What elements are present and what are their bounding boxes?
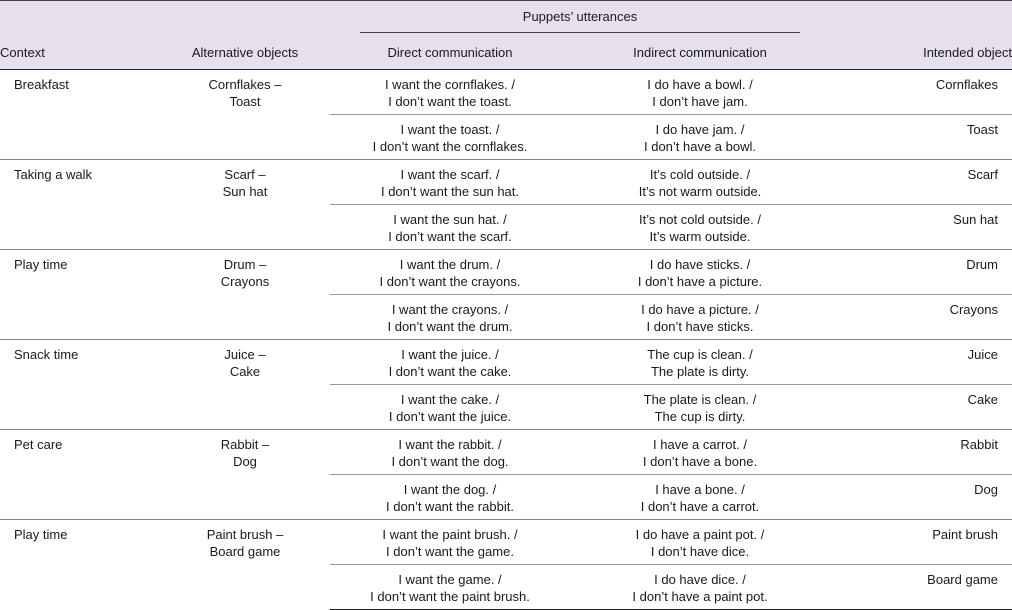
header-group-title: Puppets’ utterances	[522, 9, 638, 24]
alternative-object-line: Crayons	[220, 274, 270, 289]
context-cell: Breakfast	[0, 70, 160, 160]
alternative-object-line: Juice –	[224, 347, 266, 362]
indirect-utterance-line: I don’t have a bowl.	[643, 139, 757, 154]
indirect-utterance-line: The plate is dirty.	[650, 364, 750, 379]
direct-utterance-line: I don’t want the game.	[386, 544, 514, 559]
indirect-utterance-line: The cup is clean. /	[647, 347, 753, 362]
direct-utterance-line: I want the cake. /	[400, 392, 500, 407]
direct-utterance-line: I don’t want the paint brush.	[370, 589, 530, 604]
table-row	[0, 430, 1012, 475]
intended-object-cell: Toast	[830, 115, 1012, 160]
direct-utterance-line: I want the paint brush. /	[382, 527, 518, 542]
header-spacer	[160, 1, 330, 36]
context-cell: Pet care	[0, 430, 160, 520]
indirect-communication-cell	[570, 250, 830, 295]
direct-utterance-line: I don’t want the cake.	[388, 364, 512, 379]
direct-utterance-line: I don’t want the crayons.	[379, 274, 521, 289]
direct-utterance-line: I don’t want the toast.	[388, 94, 512, 109]
direct-utterance-line: I want the crayons. /	[391, 302, 509, 317]
indirect-utterance-line: It’s not cold outside. /	[639, 212, 761, 227]
direct-utterance-line: I want the juice. /	[401, 347, 499, 362]
intended-object-cell: Cornflakes	[830, 70, 1012, 115]
indirect-communication-cell	[570, 295, 830, 340]
indirect-utterance-line: The cup is dirty.	[654, 409, 746, 424]
column-header-direct-communication: Direct communication	[330, 35, 570, 70]
indirect-communication-cell	[570, 205, 830, 250]
direct-communication-cell	[330, 565, 570, 610]
direct-utterance-line: I want the cornflakes. /	[384, 77, 516, 92]
indirect-utterance-line: I have a carrot. /	[653, 437, 747, 452]
indirect-communication-cell	[570, 385, 830, 430]
alternative-objects-cell	[160, 250, 330, 340]
alternative-object-line: Dog	[233, 454, 257, 469]
indirect-utterance-line: I do have a bowl. /	[647, 77, 753, 92]
table-header	[0, 1, 1012, 70]
direct-utterance-line: I want the rabbit. /	[398, 437, 502, 452]
direct-utterance-line: I don’t want the cornflakes.	[372, 139, 528, 154]
direct-communication-cell	[330, 430, 570, 475]
indirect-utterance-line: It’s not warm outside.	[638, 184, 762, 199]
indirect-communication-cell	[570, 70, 830, 115]
direct-utterance-line: I don’t want the juice.	[388, 409, 512, 424]
alternative-object-line: Scarf –	[224, 167, 266, 182]
indirect-utterance-line: I don’t have a bone.	[642, 454, 758, 469]
direct-utterance-line: I want the drum. /	[399, 257, 501, 272]
indirect-utterance-line: I do have jam. /	[655, 122, 745, 137]
direct-communication-cell	[330, 70, 570, 115]
indirect-communication-cell	[570, 430, 830, 475]
alternative-objects-cell	[160, 160, 330, 250]
direct-communication-cell	[330, 520, 570, 565]
indirect-utterance-line: I do have a paint pot. /	[635, 527, 765, 542]
alternative-objects-cell	[160, 520, 330, 610]
intended-object-cell: Scarf	[830, 160, 1012, 205]
header-group-cell	[330, 1, 830, 36]
indirect-utterance-line: I don’t have a carrot.	[640, 499, 760, 514]
direct-communication-cell	[330, 205, 570, 250]
direct-communication-cell	[330, 340, 570, 385]
table-row	[0, 70, 1012, 115]
direct-communication-cell	[330, 250, 570, 295]
column-header-context: Context	[0, 35, 160, 70]
direct-utterance-line: I don’t want the dog.	[391, 454, 509, 469]
alternative-object-line: Rabbit –	[220, 437, 270, 452]
direct-communication-cell	[330, 475, 570, 520]
table-row	[0, 250, 1012, 295]
direct-utterance-line: I don’t want the drum.	[387, 319, 513, 334]
intended-object-cell: Drum	[830, 250, 1012, 295]
alternative-objects-cell	[160, 430, 330, 520]
header-spacer	[830, 1, 1012, 36]
direct-utterance-line: I want the game. /	[398, 572, 502, 587]
intended-object-cell: Paint brush	[830, 520, 1012, 565]
alternative-object-line: Board game	[209, 544, 281, 559]
indirect-utterance-line: I don’t have sticks.	[646, 319, 754, 334]
indirect-utterance-line: It’s warm outside.	[649, 229, 751, 244]
direct-utterance-line: I don’t want the sun hat.	[380, 184, 520, 199]
indirect-communication-cell	[570, 475, 830, 520]
alternative-object-line: Paint brush –	[206, 527, 284, 542]
indirect-utterance-line: I do have sticks. /	[649, 257, 751, 272]
indirect-utterance-line: I don’t have dice.	[650, 544, 750, 559]
direct-communication-cell	[330, 385, 570, 430]
direct-communication-cell	[330, 295, 570, 340]
intended-object-cell: Rabbit	[830, 430, 1012, 475]
intended-object-cell: Juice	[830, 340, 1012, 385]
indirect-utterance-line: I don’t have a paint pot.	[632, 589, 768, 604]
direct-utterance-line: I don’t want the scarf.	[388, 229, 512, 244]
indirect-utterance-line: I do have dice. /	[654, 572, 746, 587]
indirect-utterance-line: I do have a picture. /	[641, 302, 759, 317]
context-cell: Snack time	[0, 340, 160, 430]
indirect-utterance-line: I don’t have jam.	[652, 94, 748, 109]
header-spacer	[0, 1, 160, 36]
direct-utterance-line: I want the scarf. /	[400, 167, 500, 182]
table-body	[0, 70, 1012, 610]
column-header-intended-object: Intended object	[830, 35, 1012, 70]
context-cell: Play time	[0, 250, 160, 340]
direct-utterance-line: I don’t want the rabbit.	[386, 499, 514, 514]
context-cell: Taking a walk	[0, 160, 160, 250]
alternative-object-line: Cake	[229, 364, 261, 379]
table-row	[0, 160, 1012, 205]
intended-object-cell: Dog	[830, 475, 1012, 520]
indirect-utterance-line: I have a bone. /	[655, 482, 745, 497]
header-group-rule	[360, 32, 800, 33]
indirect-utterance-line: The plate is clean. /	[643, 392, 757, 407]
direct-communication-cell	[330, 115, 570, 160]
context-cell: Play time	[0, 520, 160, 610]
indirect-communication-cell	[570, 340, 830, 385]
alternative-objects-cell	[160, 70, 330, 160]
alternative-object-line: Drum –	[223, 257, 267, 272]
table-row	[0, 340, 1012, 385]
direct-utterance-line: I want the sun hat. /	[393, 212, 507, 227]
intended-object-cell: Crayons	[830, 295, 1012, 340]
indirect-utterance-line: It’s cold outside. /	[649, 167, 751, 182]
column-header-indirect-communication: Indirect communication	[570, 35, 830, 70]
indirect-communication-cell	[570, 160, 830, 205]
direct-communication-cell	[330, 160, 570, 205]
indirect-utterance-line: I don’t have a picture.	[637, 274, 763, 289]
alternative-objects-cell	[160, 340, 330, 430]
direct-utterance-line: I want the toast. /	[400, 122, 500, 137]
indirect-communication-cell	[570, 565, 830, 610]
intended-object-cell: Sun hat	[830, 205, 1012, 250]
indirect-communication-cell	[570, 115, 830, 160]
indirect-communication-cell	[570, 520, 830, 565]
alternative-object-line: Sun hat	[222, 184, 268, 199]
alternative-object-line: Toast	[229, 94, 261, 109]
intended-object-cell: Board game	[830, 565, 1012, 610]
table-row	[0, 520, 1012, 565]
intended-object-cell: Cake	[830, 385, 1012, 430]
column-header-alternative-objects: Alternative objects	[160, 35, 330, 70]
direct-utterance-line: I want the dog. /	[403, 482, 497, 497]
alternative-object-line: Cornflakes –	[208, 77, 282, 92]
